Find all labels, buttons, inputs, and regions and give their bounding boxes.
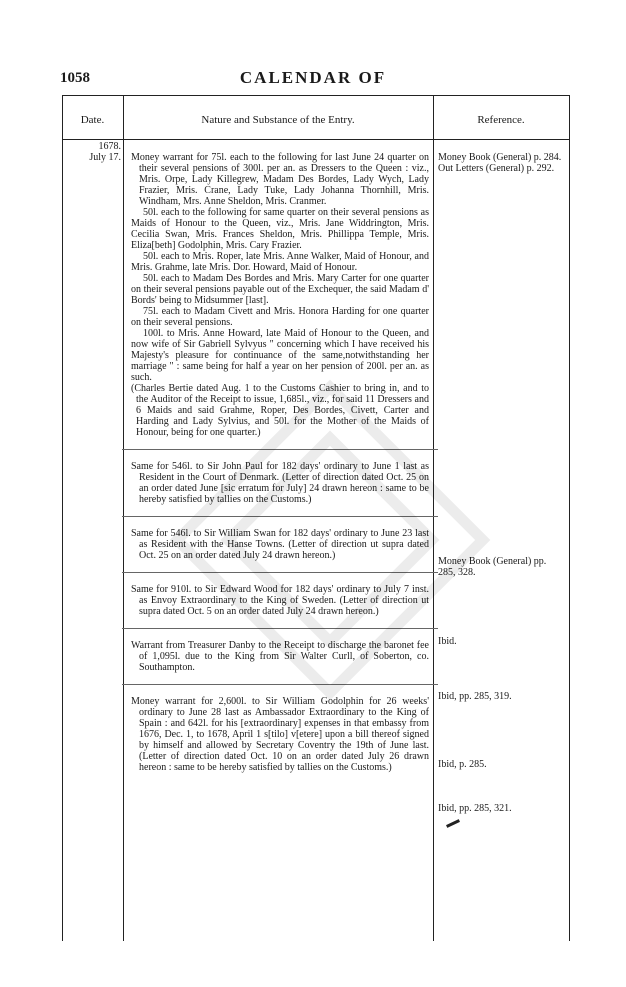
reference-3: Ibid.: [438, 636, 457, 647]
entry-6: Money warrant for 2,600l. to Sir William Godolphin for 26 weeks' ordinary to June 28 last as Ambassador Extraordinary to the King of Spain : and 642l. for his [extraordinary] expenses in that embassy from 1676, Dec. 1, to 1678, April 1 s[tilo] v[etere] upon a bill thereof signed by himself and allowed by Secretary Coventry the 19th of June last. (Letter of direction dated Oct. 10 on an order dated July 26 drawn hereon : same to be hereby satisfied by tallies on the Customs.): [131, 696, 429, 773]
entry-paragraph: 50l. each to Madam Des Bordes and Mris. Mary Carter for one quarter on their several pensions payable out of the Exchequer, the said Madam d' Bords' being to Midsummer [last].: [131, 273, 429, 306]
running-title: CALENDAR OF: [239, 68, 387, 87]
reference-2: Money Book (General) pp. 285, 328.: [438, 556, 547, 578]
entry-3: Same for 546l. to Sir William Swan for 182 days' ordinary to June 23 last as Resident with the Hanse Towns. (Letter of direction ut supra dated Oct. 25 on an order dated July 24 drawn hereon.): [131, 528, 429, 561]
reference-1: Money Book (General) p. 284. Out Letters (General) p. 292.: [438, 152, 562, 174]
column-rule: [62, 95, 63, 941]
header-rule: [62, 139, 569, 140]
column-header-reference: Reference.: [477, 114, 525, 126]
reference-5: Ibid, p. 285.: [438, 759, 487, 770]
ink-mark: [446, 819, 460, 828]
entry-paragraph: 75l. each to Madam Civett and Mris. Honora Harding for one quarter on their several pensions.: [131, 306, 429, 328]
date-day: July 17.: [89, 152, 121, 163]
entry-2: Same for 546l. to Sir John Paul for 182 days' ordinary to June 1 last as Resident in the Court of Denmark. (Letter of direction dated Oct. 25 on an order dated June [sic erratum for July] 24 drawn hereon : same to be hereby satisfied by tallies on the Customs.): [131, 461, 429, 505]
entry-paragraph: Money warrant for 75l. each to the following for last June 24 quarter on their several pensions of 300l. per an. as Dressers to the Queen : viz., Mris. Orpe, Lady Killegrew, Madam Des Bordes, Lady Wych, Lady Frazier, Mris. Crane, Lady Tuke, Lady Johanna Thornhill, Mris. Windham, Mrs. Anne Sheldon, Mris. Cranmer.: [131, 152, 429, 207]
entry-5: Warrant from Treasurer Danby to the Receipt to discharge the baronet fee of 1,095l. due to the King from Sir Walter Curll, of Soberton, co. Southampton.: [131, 640, 429, 673]
reference-6: Ibid, pp. 285, 321.: [438, 803, 512, 814]
column-header-date: Date.: [80, 114, 105, 126]
reference-4: Ibid, pp. 285, 319.: [438, 691, 512, 702]
column-rule: [123, 95, 124, 941]
date-cell: [64, 141, 121, 163]
entry-paragraph: 50l. each to Mris. Roper, late Mris. Anne Walker, Maid of Honour, and Mris. Grahme, late Mris. Dor. Howard, Maid of Honour.: [131, 251, 429, 273]
date-year: 1678.: [98, 141, 121, 152]
column-rule: [569, 95, 570, 941]
column-header-nature: Nature and Substance of the Entry.: [201, 114, 355, 126]
watermark-icon: [150, 360, 510, 720]
table-top-rule: [62, 95, 569, 96]
entry-4: Same for 910l. to Sir Edward Wood for 182 days' ordinary to July 7 inst. as Envoy Extraordinary to the King of Sweden. (Letter of direction ut supra dated Oct. 5 on an order dated July 24 drawn hereon.): [131, 584, 429, 617]
entry-paragraph: 100l. to Mris. Anne Howard, late Maid of Honour to the Queen, and now wife of Sir Gabriell Sylvyus " concerning which I have received his Majesty's pleasure for continuance of the same,notwithstanding her marriage " : same being for half a year on her pension of 200l. per an. as such.: [131, 328, 429, 383]
entry-paragraph: 50l. each to the following for same quarter on their several pensions as Maids of Honour to the Queen, viz., Mris. Jane Widdrington, Mris. Cecilia Swan, Mris. Frances Sheldon, Mris. Phillippa Temple, Mris. Eliza[beth] Godolphin, Mris. Cary Frazier.: [131, 207, 429, 251]
page-number: 1058: [60, 70, 90, 86]
entry-note: (Charles Bertie dated Aug. 1 to the Customs Cashier to bring in, and to the Auditor of the Receipt to issue, 1,685l., viz., for said 11 Dressers and 6 Maids and said Grahme, Roper, Des Bordes, Civett, Carter and Harding and Lady Sylvius, and 50l. for the Mother of the Maids of Honour, being for one quarter.): [131, 383, 429, 438]
